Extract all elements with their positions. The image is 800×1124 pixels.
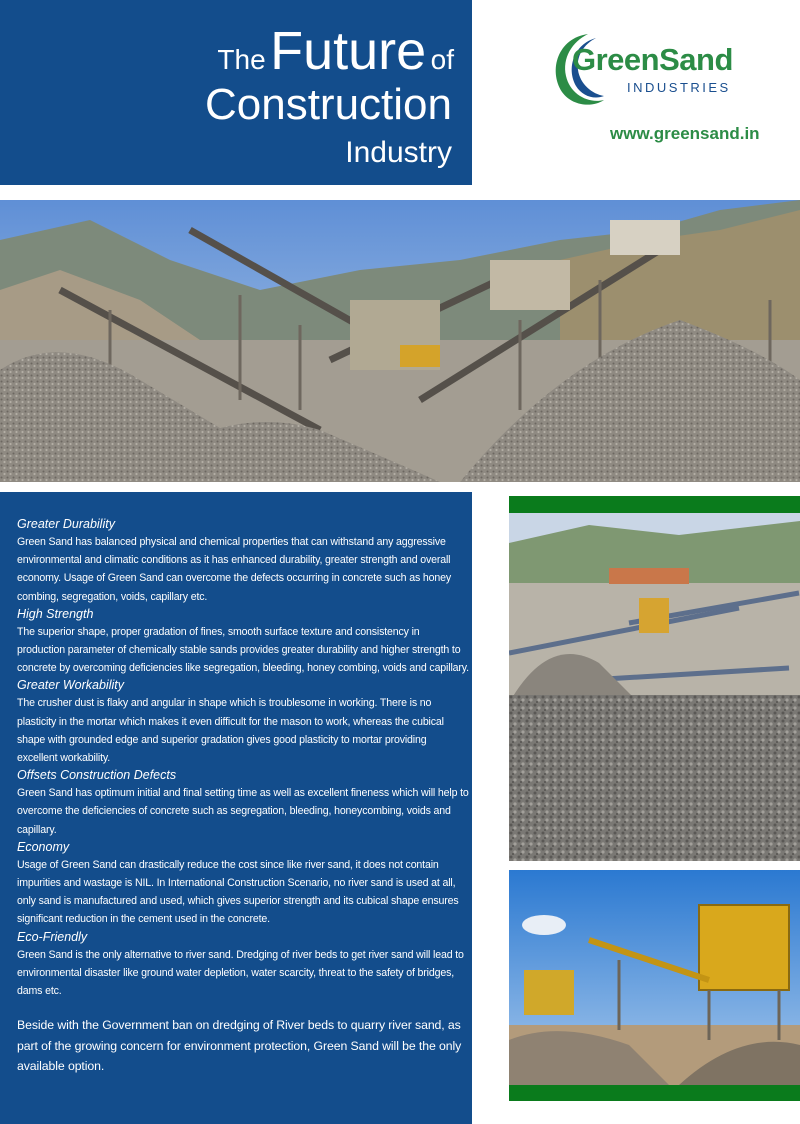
heading-strength: High Strength <box>17 606 94 621</box>
heading-defects: Offsets Construction Defects <box>17 768 177 783</box>
logo-name: GreenSand <box>572 42 733 77</box>
website-url[interactable]: www.greensand.in <box>610 124 760 143</box>
title-of: of <box>430 44 454 75</box>
body-economy: Usage of Green Sand can drastically reduce the cost since like river sand, it does not contain impurities and wastage is NIL. In International Construction Scenario, no river sand is used at all, only sand is manufactured and used, which gives superior strength and its cubical shape ensures significant reduction in the cement used in the concrete. <box>17 858 459 926</box>
body-workability: The crusher dust is flaky and angular in shape which is troublesome in working. There is no plasticity in the mortar which makes it even difficult for the mason to work, whereas the cubical shape with grounded edge and superior gradation gives good plasticity to mortar providing excellent workability. <box>17 697 444 765</box>
title-construction: Construction <box>204 80 452 129</box>
gravel-closeup-image <box>509 695 800 861</box>
heading-workability: Greater Workability <box>17 678 124 693</box>
title-industry: Industry <box>345 136 452 169</box>
title-future: Future <box>270 21 427 81</box>
title-block <box>0 0 472 185</box>
plant-overview-image <box>509 496 800 703</box>
closing-statement: Beside with the Government ban on dredging of River beds to quarry river sand, as part of the growing concern for environment protection, Green Sand will be the only available option. <box>17 1018 462 1074</box>
body-durability: Green Sand has balanced physical and chemical properties that can withstand any aggressive environmental and climatic conditions as it has enhanced durability, greater strength and overall economy. Usage of Green Sand can overcome the defects occurring in concrete such as honey combing, segregation, voids, capillary etc. <box>17 536 451 603</box>
screening-plant-image <box>509 870 800 1101</box>
logo-subtitle: INDUSTRIES <box>627 80 731 95</box>
body-strength: The superior shape, proper gradation of fines, smooth surface texture and consistency in production parameter of chemically stable sands provides greater durability and higher strength to concrete by overcoming deficiencies like segregation, bleeding, honey combing, voids and capillary. <box>17 625 469 675</box>
heading-durability: Greater Durability <box>17 517 115 531</box>
heading-economy: Economy <box>17 839 70 854</box>
greensand-logo <box>548 30 763 110</box>
heading-eco-friendly: Eco-Friendly <box>17 929 88 944</box>
features-content <box>17 516 469 1077</box>
hero-quarry-image <box>0 200 800 482</box>
title-the: The <box>217 44 266 75</box>
body-eco-friendly: Green Sand is the only alternative to river sand. Dredging of river beds to get river sand will lead to environmental disaster like ground water depletion, water scarcity, threat to the safety of bridges, dams etc. <box>17 948 464 998</box>
body-defects: Green Sand has optimum initial and final setting time as well as excellent fineness which will help to overcome the deficiencies of concrete such as segregation, bleeding, honeycombing, voids and capillary. <box>17 787 469 836</box>
title-line-1 <box>217 20 454 82</box>
